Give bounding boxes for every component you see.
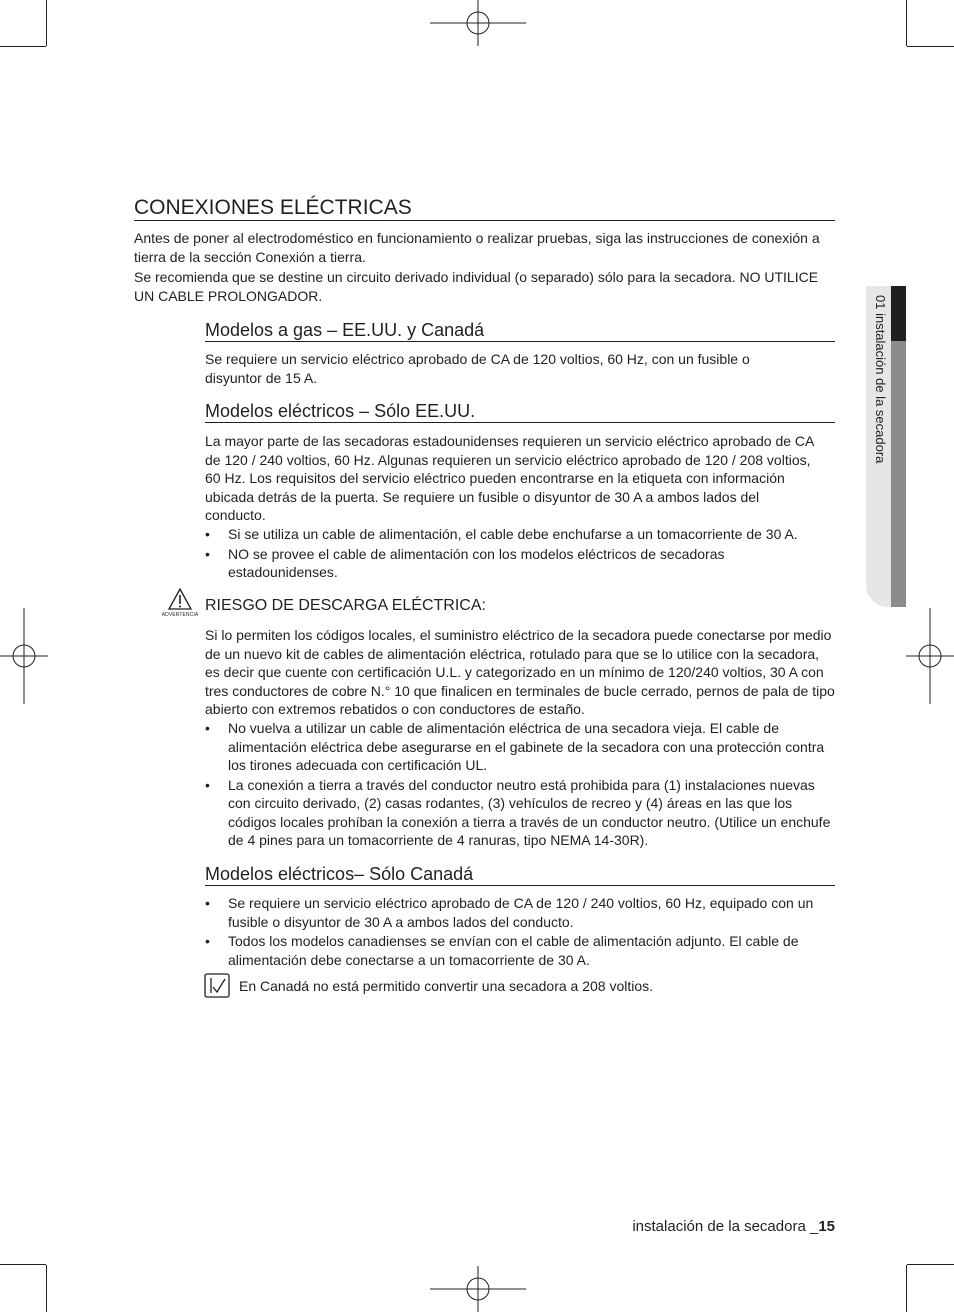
section-heading-gas: Modelos a gas – EE.UU. y Canadá bbox=[205, 319, 835, 342]
bullet-icon: • bbox=[205, 895, 210, 911]
bullet-icon: • bbox=[205, 933, 210, 949]
warning-icon bbox=[158, 587, 202, 623]
warning-icon-label: ADVERTENCIA bbox=[161, 612, 199, 618]
list-item: • Se requiere un servicio eléctrico aprobado de CA de 120 / 240 voltios, 60 Hz, equipado con un fusible o disyuntor de 30 A a ambos lados del conducto. bbox=[205, 895, 814, 930]
side-tab-marker bbox=[891, 286, 906, 341]
list-item: • NO se provee el cable de alimentación con los modelos eléctricos de secadoras estadounidenses. bbox=[205, 545, 725, 580]
bullet-list-electric-ca bbox=[205, 894, 837, 970]
intro-paragraph-2: Se recomienda que se destine un circuito derivado individual (o separado) sólo para la secadora. NO UTILICE UN CABLE PROLONGADOR. bbox=[134, 269, 819, 304]
bullet-icon: • bbox=[205, 720, 210, 736]
registration-mark-bottom bbox=[430, 1266, 526, 1312]
section-heading-electric-ca: Modelos eléctricos– Sólo Canadá bbox=[205, 863, 835, 886]
list-item: • No vuelva a utilizar un cable de alimentación eléctrica de una secadora vieja. El cable de alimentación eléctrica debe asegurarse en el gabinete de la secadora con una protección contra los tirones adecuada con certificación UL. bbox=[205, 720, 825, 773]
list-item: • La conexión a tierra a través del conductor neutro está prohibida para (1) instalaciones nuevas con circuito derivado, (2) casas rodantes, (3) vehículos de recreo y (4) áreas en las que los códigos locales prohíban la conexión a tierra a través de un conductor neutro. (Utilice un enchufe de 4 pines para un tomacorriente de 4 ranuras, tipo NEMA 14-30R). bbox=[205, 776, 831, 848]
note-text: En Canadá no está permitido convertir una secadora a 208 voltios. bbox=[239, 978, 654, 994]
bullet-list-warning bbox=[205, 719, 837, 851]
side-tab-label: 01 instalación de la secadora bbox=[873, 295, 888, 464]
section-body-electric-us: La mayor parte de las secadoras estadounidenses requieren un servicio eléctrico aprobado de CA de 120 / 240 voltios, 60 Hz. Algunas requieren un servicio eléctrico aprobado de 120 / 208 voltios, 60 Hz. Los requisitos del servicio eléctrico pueden encontrarse en la etiqueta con información ubicada detrás de la puerta. Se requiere un fusible o disyuntor de 30 A a ambos lados del conducto. bbox=[205, 433, 814, 523]
bullet-icon: • bbox=[205, 526, 210, 542]
note-icon bbox=[204, 973, 231, 999]
list-item: • Todos los modelos canadienses se envían con el cable de alimentación adjunto. El cable de alimentación debe conectarse a un tomacorriente de 30 A. bbox=[205, 933, 799, 968]
page-footer bbox=[632, 1217, 835, 1237]
bullet-icon: • bbox=[205, 545, 210, 562]
page-title: CONEXIONES ELÉCTRICAS bbox=[134, 195, 835, 221]
warning-body: Si lo permiten los códigos locales, el suministro eléctrico de la secadora puede conectarse por medio de un nuevo kit de cables de alimentación eléctrica, rotulado para que se lo utilice con la secadora, es decir que cuente con certificación U.L. y categorizado en un mínimo de 120/240 voltios, 30 A con tres conductores de cobre N.° 10 que finalicen en terminales de bucle cerrado, pernos de pala de tipo abierto con extremos rebatidos o con conductores de estaño. bbox=[205, 627, 835, 717]
section-heading-electric-us: Modelos eléctricos – Sólo EE.UU. bbox=[205, 400, 835, 423]
bullet-list-electric-us bbox=[205, 525, 837, 583]
bullet-icon: • bbox=[205, 776, 210, 793]
registration-mark-right bbox=[906, 608, 954, 704]
page-number: 15 bbox=[818, 1218, 835, 1235]
registration-mark-top bbox=[430, 0, 526, 46]
warning-heading: RIESGO DE DESCARGA ELÉCTRICA: bbox=[205, 597, 486, 614]
list-item: • Si se utiliza un cable de alimentación, el cable debe enchufarse a un tomacorriente de 30 A. bbox=[205, 526, 798, 542]
side-tab-bar bbox=[891, 341, 906, 607]
registration-mark-left bbox=[0, 608, 48, 704]
intro-paragraph-1: Antes de poner al electrodoméstico en funcionamiento o realizar pruebas, siga las instrucciones de conexión a tierra de la sección Conexión a tierra. bbox=[134, 230, 820, 265]
footer-text: instalación de la secadora _ bbox=[632, 1218, 819, 1235]
section-body-gas: Se requiere un servicio eléctrico aprobado de CA de 120 voltios, 60 Hz, con un fusible o disyuntor de 15 A. bbox=[205, 351, 750, 386]
